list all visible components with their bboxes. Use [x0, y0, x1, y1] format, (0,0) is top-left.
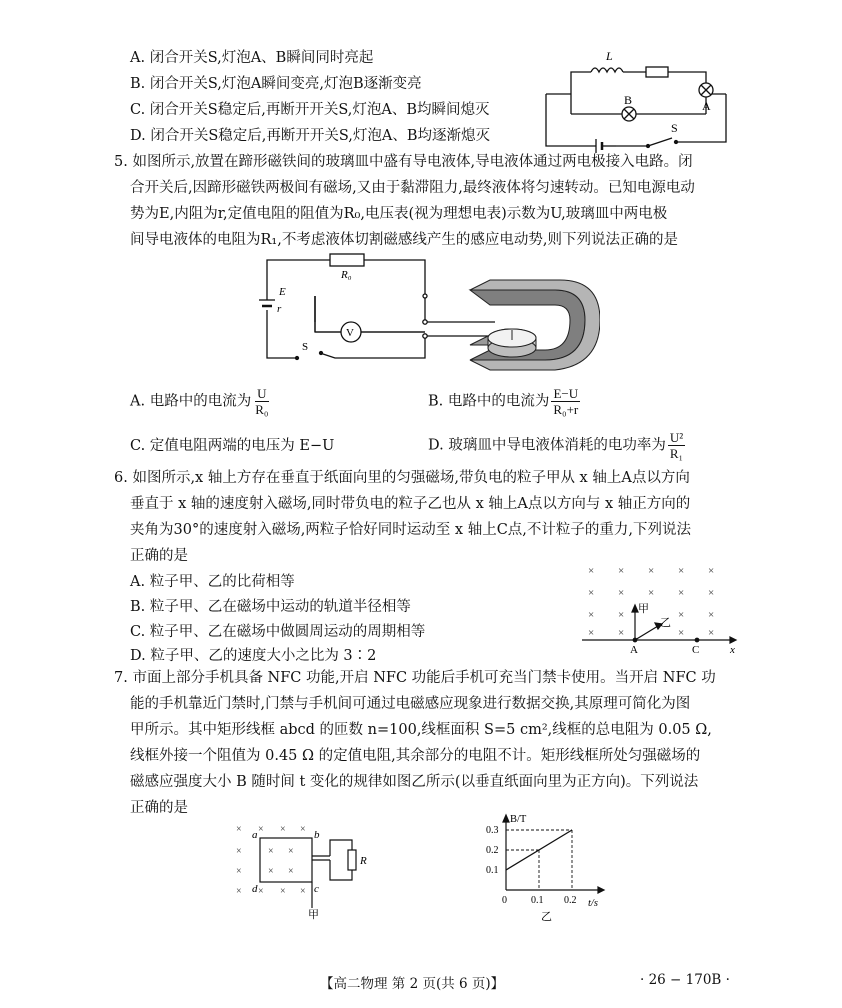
q6-label-a: A [630, 644, 638, 656]
svg-text:×: × [268, 866, 274, 877]
q5-label-v: V [346, 327, 354, 339]
q4-option-c: C. 闭合开关S稳定后,再断开开关S,灯泡A、B均瞬间熄灭 [130, 102, 490, 118]
svg-text:×: × [236, 886, 242, 897]
q6-option-b: B. 粒子甲、乙在磁场中运动的轨道半径相等 [130, 599, 411, 615]
svg-text:×: × [618, 587, 625, 599]
svg-text:×: × [708, 627, 715, 639]
q7-coil-figure [230, 820, 380, 920]
svg-text:×: × [588, 609, 595, 621]
svg-text:×: × [678, 587, 685, 599]
svg-text:×: × [648, 565, 655, 577]
svg-text:×: × [288, 846, 294, 857]
svg-text:×: × [280, 824, 286, 835]
q5-option-a [130, 386, 270, 417]
q5-option-a-num: U [257, 386, 267, 401]
svg-text:×: × [618, 609, 625, 621]
svg-text:×: × [618, 627, 625, 639]
q5-option-a-text: A. 电路中的电流为 [130, 393, 252, 410]
q6-option-c: C. 粒子甲、乙在磁场中做圆周运动的周期相等 [130, 624, 426, 640]
q6-option-d: D. 粒子甲、乙的速度大小之比为 3∶2 [130, 648, 377, 664]
svg-text:×: × [588, 587, 595, 599]
q5-circuit-magnet-figure [255, 250, 600, 375]
q7-graph-ylabel: B/T [510, 814, 527, 825]
q7-label-d: d [252, 883, 258, 895]
svg-text:×: × [678, 565, 685, 577]
q5-line-4: 间导电液体的电阻为R₁,不考虑液体切割磁感线产生的感应电动势,则下列说法正确的是 [130, 232, 678, 248]
q4-label-a: A [702, 99, 711, 113]
q6-line-3: 夹角为30°的速度射入磁场,两粒子恰好同时运动至 x 轴上C点,不计粒子的重力,下列说法 [130, 522, 692, 538]
q5-option-b-text: B. 电路中的电流为 [428, 393, 550, 410]
q7-graph-xlabel: t/s [588, 898, 598, 909]
q7-line-1: 7. 市面上部分手机具备 NFC 功能,开启 NFC 功能后手机可充当门禁卡使用。当开启 NFC 功 [114, 670, 716, 686]
q5-label-s: S [302, 341, 309, 353]
q7-line-4: 线框外接一个阻值为 0.45 Ω 的定值电阻,其余部分的电阻不计。矩形线框所处匀强磁场的 [130, 748, 701, 764]
q7-label-a: a [252, 829, 258, 841]
q5-option-b-num: E−U [553, 386, 579, 401]
q5-option-a-den: R₀ [255, 402, 269, 417]
q7-caption-jia: 甲 [308, 909, 319, 920]
q6-label-yi: 乙 [660, 617, 671, 629]
q4-option-a: A. 闭合开关S,灯泡A、B瞬间同时亮起 [130, 50, 374, 66]
q7-line-3: 甲所示。其中矩形线框 abcd 的匝数 n=100,线框面积 S=5 cm²,线框的总电阻为 0.05 Ω, [130, 722, 712, 738]
q5-label-e: E [279, 286, 286, 298]
q7-label-c: c [314, 883, 319, 895]
svg-text:×: × [648, 587, 655, 599]
q5-option-d-text: D. 玻璃皿中导电液体消耗的电功率为 [428, 437, 666, 454]
svg-text:×: × [236, 824, 242, 835]
q4-label-b: B [624, 93, 633, 107]
q7-line-6: 正确的是 [130, 800, 188, 816]
svg-text:×: × [588, 627, 595, 639]
q7-graph-xtick-0: 0 [502, 895, 507, 906]
svg-text:×: × [678, 609, 685, 621]
svg-text:×: × [708, 587, 715, 599]
q7-line-2: 能的手机靠近门禁时,门禁与手机间可通过电磁感应现象进行数据交换,其原理可简化为图 [130, 696, 691, 712]
q5-option-b-den: R₀+r [553, 402, 579, 417]
q4-label-s: S [671, 121, 678, 135]
svg-text:×: × [300, 824, 306, 835]
q7-label-b: b [314, 829, 320, 841]
q5-line-2: 合开关后,因蹄形磁铁两极间有磁场,又由于黏滞阻力,最终液体将匀速转动。已知电源电动 [130, 180, 695, 196]
svg-text:×: × [236, 846, 242, 857]
q6-label-x: x [730, 644, 735, 656]
svg-text:×: × [618, 565, 625, 577]
q5-line-3: 势为E,内阻为r,定值电阻的阻值为R₀,电压表(视为理想电表)示数为U,玻璃皿中两电极 [130, 206, 668, 222]
footer-exam-code: · 26 − 170B · [640, 972, 730, 988]
svg-text:×: × [280, 886, 286, 897]
q6-label-c: C [692, 644, 700, 656]
q6-line-1: 6. 如图所示,x 轴上方存在垂直于纸面向里的匀强磁场,带负电的粒子甲从 x 轴上A点以方向 [114, 470, 690, 486]
q6-line-2: 垂直于 x 轴的速度射入磁场,同时带负电的粒子乙也从 x 轴上A点以方向与 x 轴正方向的 [130, 496, 691, 512]
q6-line-4: 正确的是 [130, 548, 188, 564]
q5-option-b [428, 386, 580, 417]
q7-graph-xtick-02: 0.2 [564, 895, 577, 906]
svg-text:×: × [708, 565, 715, 577]
q7-line-5: 磁感应强度大小 B 随时间 t 变化的规律如图乙所示(以垂直纸面向里为正方向)。下列说法 [130, 774, 699, 790]
q7-bt-graph [478, 810, 618, 922]
q6-magnetic-field-figure [580, 560, 740, 656]
q7-caption-yi: 乙 [541, 911, 552, 922]
q7-graph-ytick-01: 0.1 [486, 865, 499, 876]
svg-text:×: × [300, 886, 306, 897]
q5-label-r: r [277, 303, 282, 315]
q7-graph-ytick-02: 0.2 [486, 845, 499, 856]
q5-label-r0: R₀ [341, 269, 352, 281]
svg-text:×: × [258, 886, 264, 897]
svg-text:×: × [678, 627, 685, 639]
svg-text:×: × [236, 866, 242, 877]
footer-page-info: 【高二物理 第 2 页(共 6 页)】 [320, 976, 505, 992]
q4-label-l: L [606, 49, 613, 63]
q4-option-d: D. 闭合开关S稳定后,再断开开关S,灯泡A、B均逐渐熄灭 [130, 128, 491, 144]
svg-text:×: × [258, 824, 264, 835]
svg-text:×: × [588, 565, 595, 577]
svg-text:×: × [288, 866, 294, 877]
q5-option-c: C. 定值电阻两端的电压为 E−U [130, 438, 335, 454]
q5-option-d [428, 430, 685, 461]
q7-label-r: R [360, 855, 367, 867]
q4-option-b: B. 闭合开关S,灯泡A瞬间变亮,灯泡B逐渐变亮 [130, 76, 422, 92]
q5-line-1: 5. 如图所示,放置在蹄形磁铁间的玻璃皿中盛有导电液体,导电液体通过两电极接入电路。闭 [114, 154, 693, 170]
q7-graph-ytick-03: 0.3 [486, 825, 499, 836]
q7-graph-xtick-01: 0.1 [531, 895, 544, 906]
q4-circuit-diagram [536, 46, 736, 156]
q6-label-jia: 甲 [638, 603, 649, 615]
svg-text:×: × [708, 609, 715, 621]
q5-option-d-den: R₁ [669, 446, 684, 461]
q6-option-a: A. 粒子甲、乙的比荷相等 [130, 574, 295, 590]
svg-text:×: × [268, 846, 274, 857]
q5-option-d-num: U² [669, 430, 684, 445]
